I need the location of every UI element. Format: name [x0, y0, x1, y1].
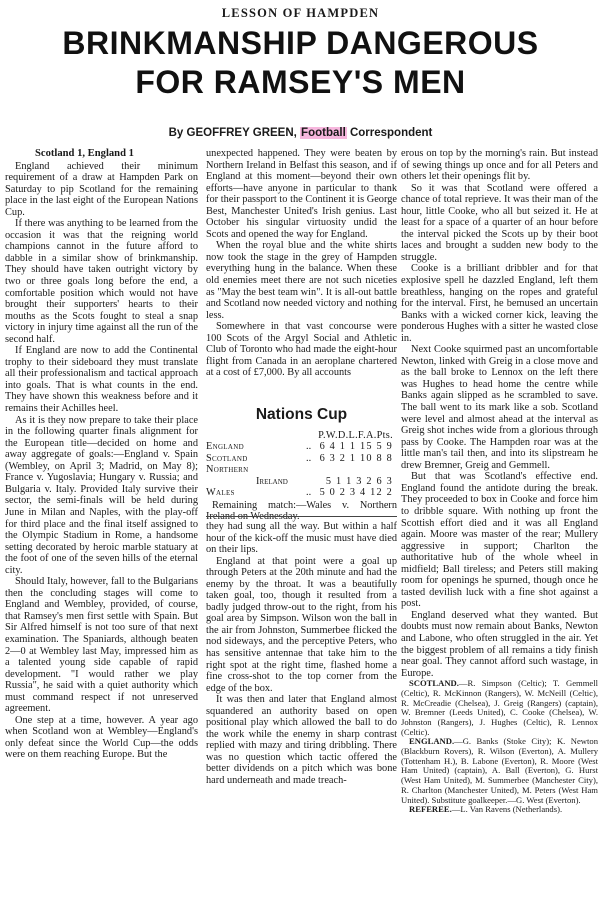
england-lineup [401, 737, 598, 805]
referee-name: —L. Van Ravens (Netherlands). [451, 804, 563, 815]
table-row [206, 487, 397, 499]
paragraph: When the royal blue and the white shirts now took the stage in the grey of Hampden everything hung in the balance. When these old enemies meet there are not such niceties as "May the best team win". It is all-out battle and Scotland now needed victory and nothing less. [206, 240, 397, 321]
paragraph: But that was Scotland's effective end. England found the antidote during the break. They proceeded to box in Cooke and force him to dribble square. With nothing up front the Scottish effort died and it was all England again. Moore was master of the rear; Mullery aggressive in support; Charlton the authoritative hub of the whole wheel in midfield; Ball tireless; and Peters still making room for openings he spurned, though once he tasted devilish luck with a fine shot against a post. [401, 471, 598, 610]
paragraph: they had sung all the way. But within a half hour of the kick-off the music must have died on their lips. [206, 521, 397, 556]
team-name: Northern [206, 464, 249, 475]
lineup-label: SCOTLAND. [409, 678, 459, 689]
headline-line-1: BRINKMANSHIP DANGEROUS [62, 25, 539, 61]
paragraph: England deserved what they wanted. But doubts must now remain about Banks, Newton and Labone, who often struggled in the air. Yet the biggest problem of all remains a tidy finish near goal. They cannot afford such wastage, in Europe. [401, 609, 598, 679]
team-stats: 6 3 2 1 10 8 8 [319, 452, 393, 464]
headline [0, 24, 601, 102]
section-kicker: LESSON OF HAMPDEN [221, 6, 380, 20]
match-result-subhead: Scotland 1, England 1 [35, 148, 134, 159]
paragraph: So it was that Scotland were offered a chance of total reprieve. It was their man of the hour, little Cooke, who all but seized it. He at least for a space of a quarter of an hour before the interval picked the Scots up by their boot laces and brought a sudden new body to the struggle. [401, 182, 598, 263]
paragraph: Should Italy, however, fall to the Bulgarians then the concluding stages will come to England and Wembley, provided, of course, that Ramsey's men first settle with Spain. But Sir Alfred himself is not too sure of that next examination. The Spaniards, although beaten 2—0 at Wembley last May, impressed him as a talented young side capable of rapid development. "I would rather we play Russia", he said with a quiet authority which must command respect if not unreserved agreement. [5, 576, 198, 715]
table-header: P.W.D.L.F.A.Pts. [318, 430, 393, 441]
lineup-label: ENGLAND. [409, 736, 455, 747]
team-stats: 6 4 1 1 15 5 9 [319, 441, 393, 452]
table-row [206, 464, 397, 476]
scotland-lineup [401, 679, 598, 737]
paragraph: England achieved their minimum requirement of a draw at Hampden Park on Saturday to pip Scotland for the remaining place in the last eight of the European Nations Cup. [5, 160, 198, 218]
headline-line-2: FOR RAMSEY'S MEN [135, 64, 466, 100]
paragraph: England at that point were a goal up through Peters at the 20th minute and had the enemy by the throat. It was a beautifully taken goal, too, though it resulted from a badly judged throw-out to the right, from his goal area by Simpson. Wilson won the ball in the air from Johnston, Summerbee flicked the nod sideways, and the perceptive Peters, who has sensitive antennae that take him to the right spot at the right time, flashed home a fine cross-shot to the top corner from the edge of the box. [206, 555, 397, 694]
paragraph: One step at a time, however. A year ago when Scotland won at Wembley—England's only defeat since the World Cup—the odds were on them reaching Europe. But the [5, 714, 198, 761]
leader-dots: .. [306, 452, 312, 464]
paragraph: Next Cooke squirmed past an uncomfortable Newton, linked with Greig in a close move and as the ball broke to Lennox on the left there was Hughes to head home the centre while Banks again slipped as he scrambled to save. The ball went to its mark like a sob. Scotland were level and almost ahead at the interval as Greig shot inches wide from a glorious through pass by Cooke. The Hampden roar was at the little man's tail then, and into its slipstream he drew Bremner, Greig and Gemmell. [401, 344, 598, 471]
team-name-cont: Ireland [256, 475, 288, 487]
lineup-players: —R. Simpson (Celtic); T. Gemmell (Celtic), R. McKinnon (Rangers), W. McNeill (Celtic), R. McCreadie (Chelsea), J. Greig (Rangers) (captain), W. Bremner (Leeds United), C. Cooke (Chelsea), W. Johnston (Rangers), J. Hughes (Celtic), R. Lennox (Celtic). [401, 678, 598, 737]
referee-line [401, 805, 598, 815]
article-column-3 [401, 148, 598, 910]
team-name: Wales [206, 487, 235, 498]
paragraph: If England are now to add the Continental trophy to their sideboard they must translate all their professionalism and tactical approach into goals. That is what counts in the end. They have shown this weakness before and it remains their Achilles heel. [5, 345, 198, 415]
paragraph: unexpected happened. They were beaten by Northern Ireland in Belfast this season, and if England at this moment—beyond their own efforts—have anyone in particular to thank for their passport to the Continent it is George Best, Manchester United's Irish genius. Last October his singular virtuosity undid the Scots and opened the way for England. [206, 148, 397, 240]
paragraph: Somewhere in that vast concourse were 100 Scots of the Argyl Social and Athletic Club of Toronto who had made the eight-hour flight from Canada in an aeroplane chartered at a cost of £7,000. By all accounts [206, 321, 397, 379]
table-title: Nations Cup [255, 406, 348, 423]
paragraph: If there was anything to be learned from the occasion it was that the reigning world champions cannot in the future afford to dabble in a similar show of brinkmanship. They should have taken outright victory by two or three goals long before the end, a comfortable position which would not have brought their supporters' hearts to their mouths as the Scots fought to steal a snap victory in injury time against all the run of the second half. [5, 218, 198, 345]
table-row [206, 441, 397, 453]
lineup-players: —G. Banks (Stoke City); K. Newton (Blackburn Rovers), R. Wilson (Everton), A. Mullery (Tottenham H.), B. Labone (Everton), R. Moore (West Ham United) (captain), A. Ball (Everton), G. Hurst (West Ham United), M. Summerbee (Manchester City), R. Charlton (Manchester United), M. Peters (West Ham United). Substitute goalkeeper.—G. West (Everton). [401, 736, 598, 805]
team-name: England [206, 441, 244, 452]
article-column-1 [5, 148, 198, 910]
nations-cup-table [206, 406, 397, 523]
lineup-label: REFEREE. [409, 804, 452, 815]
leader-dots: .. [306, 441, 312, 452]
byline [0, 127, 601, 139]
paragraph: erous on top by the morning's rain. But instead of sewing things up once and for all Peters and others let their openings flit by. [401, 148, 598, 183]
paragraph: As it is they now prepare to take their place in the following quarter finals alignment for the European title—decided on home and away aggregate of goals:—England v. Spain (Wembley, on April 3; Madrid, on May 8); France v. Yugoslavia; Hungary v. Russia; and Bulgaria v. Italy. Provided Italy survive their sector, the semi-finals will be held during June in Milan and Naples, with the play-off for third place and the final itself assigned to the Olympic Stadium in Rome, a handsome setting decorated by heroic marble statuary at the foot of one of the seven hills of the eternal city. [5, 414, 198, 576]
team-stats: 5 0 2 3 4 12 2 [319, 487, 393, 498]
byline-author: By GEOFFREY GREEN, [168, 127, 297, 139]
team-name: Scotland [206, 452, 248, 464]
byline-role: Correspondent [346, 127, 433, 139]
table-row [206, 476, 397, 488]
table-divider [206, 516, 397, 517]
team-stats: 5 1 1 3 2 6 3 [325, 475, 393, 487]
leader-dots: .. [306, 487, 312, 498]
table-row [206, 453, 397, 465]
remaining-match-note: Remaining match:—Wales v. Northern [212, 499, 397, 511]
paragraph: Cooke is a brilliant dribbler and for that explosive spell he dazzled England, left them breathless, hanging on the ropes and grateful for the interval. First, he bemused an uncertain Banks with a wicked corner kick, leaving the ponderous Hughes with a sitter he wasted close in. [401, 263, 598, 344]
byline-highlight: Football [301, 127, 346, 139]
article-column-2-continued [206, 521, 397, 787]
paragraph: It was then and later that England almost squandered an authority based on open positional play which allowed the ball to do the work while the enemy in sharp contrast replied with mazy and tiring dribbling. There was no question which tactic offered the better dividends on a pitch which was bone hard underneath and made treach- [206, 694, 397, 787]
